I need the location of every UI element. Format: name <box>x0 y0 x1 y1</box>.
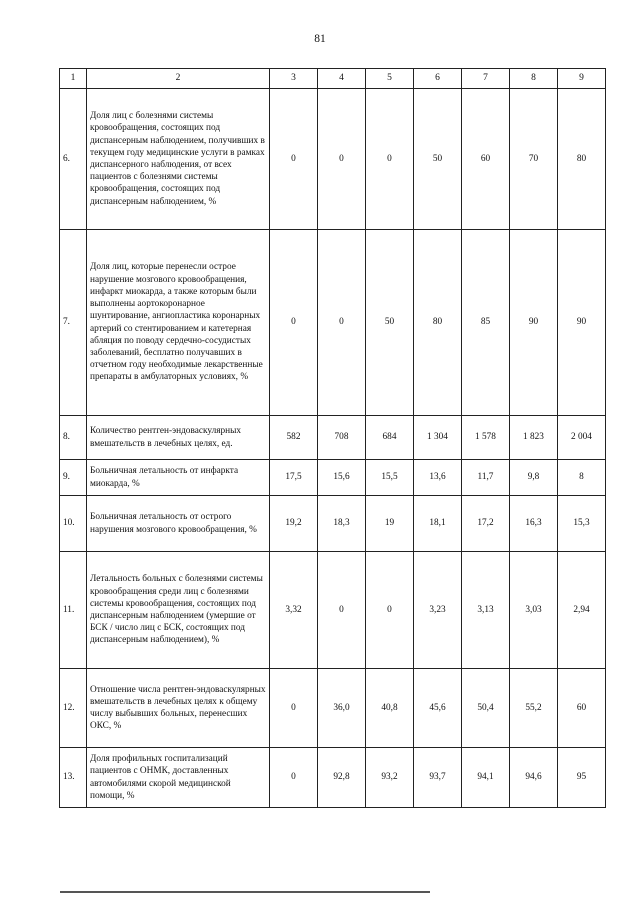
value-cell: 3,32 <box>270 552 318 669</box>
value-cell: 684 <box>366 416 414 460</box>
value-cell: 19 <box>366 496 414 552</box>
value-cell: 0 <box>318 230 366 416</box>
value-cell: 90 <box>510 230 558 416</box>
indicator-description: Доля лиц, которые перенесли острое нарушение мозгового кровообращения, инфаркт миокарда, а также которым были выполнены аортокоронарное шунтирование, ангиопластика коронарных артерий со стентированием и катетерная абляция по поводу сердечно-сосудистых заболеваний, бесплатно получавших в отчетном году необходимые лекарственные препараты в амбулаторных условиях, % <box>87 230 270 416</box>
row-number: 12. <box>60 669 87 748</box>
table-row <box>60 230 606 416</box>
row-number: 6. <box>60 89 87 230</box>
value-cell: 708 <box>318 416 366 460</box>
value-cell: 36,0 <box>318 669 366 748</box>
indicators-table <box>59 68 606 808</box>
indicator-description: Доля профильных госпитализаций пациентов с ОНМК, доставленных автомобилями скорой медицинской помощи, % <box>87 748 270 808</box>
value-cell: 3,13 <box>462 552 510 669</box>
indicator-description: Отношение числа рентген-эндоваскулярных вмешательств в лечебных целях к общему числу выбывших больных, перенесших ОКС, % <box>87 669 270 748</box>
value-cell: 92,8 <box>318 748 366 808</box>
header-row <box>60 69 606 89</box>
value-cell: 80 <box>558 89 606 230</box>
page-number: 81 <box>314 33 326 45</box>
value-cell: 1 304 <box>414 416 462 460</box>
value-cell: 0 <box>318 552 366 669</box>
value-cell: 11,7 <box>462 460 510 496</box>
row-number: 10. <box>60 496 87 552</box>
row-number: 13. <box>60 748 87 808</box>
value-cell: 93,7 <box>414 748 462 808</box>
value-cell: 60 <box>462 89 510 230</box>
value-cell: 94,6 <box>510 748 558 808</box>
value-cell: 93,2 <box>366 748 414 808</box>
header-cell: 8 <box>510 69 558 89</box>
value-cell: 0 <box>366 552 414 669</box>
header-cell: 9 <box>558 69 606 89</box>
value-cell: 2 004 <box>558 416 606 460</box>
indicator-description: Количество рентген-эндоваскулярных вмешательств в лечебных целях, ед. <box>87 416 270 460</box>
value-cell: 2,94 <box>558 552 606 669</box>
value-cell: 90 <box>558 230 606 416</box>
indicator-description: Летальность больных с болезнями системы кровообращения среди лиц с болезнями системы кровообращения, состоящих под диспансерным наблюдением (умершие от БСК / число лиц с БСК, состоящих под диспансерным наблюдением), % <box>87 552 270 669</box>
value-cell: 50,4 <box>462 669 510 748</box>
indicator-description: Больничная летальность от инфаркта миокарда, % <box>87 460 270 496</box>
scan-artifact-line <box>60 891 430 893</box>
value-cell: 1 823 <box>510 416 558 460</box>
value-cell: 55,2 <box>510 669 558 748</box>
header-cell: 5 <box>366 69 414 89</box>
value-cell: 60 <box>558 669 606 748</box>
value-cell: 1 578 <box>462 416 510 460</box>
table-row <box>60 669 606 748</box>
indicator-description: Доля лиц с болезнями системы кровообращения, состоящих под диспансерным наблюдением, получивших в текущем году медицинские услуги в рамках диспансерного наблюдения, от всех пациентов с болезнями системы кровообращения, состоящих под диспансерным наблюдением, % <box>87 89 270 230</box>
header-cell: 6 <box>414 69 462 89</box>
value-cell: 15,5 <box>366 460 414 496</box>
value-cell: 40,8 <box>366 669 414 748</box>
table-row <box>60 552 606 669</box>
row-number: 8. <box>60 416 87 460</box>
header-cell: 7 <box>462 69 510 89</box>
value-cell: 17,5 <box>270 460 318 496</box>
value-cell: 18,1 <box>414 496 462 552</box>
table-row <box>60 496 606 552</box>
header-cell: 4 <box>318 69 366 89</box>
value-cell: 0 <box>318 89 366 230</box>
value-cell: 94,1 <box>462 748 510 808</box>
value-cell: 3,03 <box>510 552 558 669</box>
table-row <box>60 416 606 460</box>
value-cell: 15,3 <box>558 496 606 552</box>
value-cell: 15,6 <box>318 460 366 496</box>
value-cell: 95 <box>558 748 606 808</box>
value-cell: 3,23 <box>414 552 462 669</box>
indicator-description: Больничная летальность от острого нарушения мозгового кровообращения, % <box>87 496 270 552</box>
header-cell: 1 <box>60 69 87 89</box>
row-number: 7. <box>60 230 87 416</box>
value-cell: 80 <box>414 230 462 416</box>
row-number: 11. <box>60 552 87 669</box>
value-cell: 0 <box>270 748 318 808</box>
value-cell: 19,2 <box>270 496 318 552</box>
value-cell: 45,6 <box>414 669 462 748</box>
value-cell: 50 <box>414 89 462 230</box>
table-row <box>60 89 606 230</box>
header-cell: 3 <box>270 69 318 89</box>
value-cell: 50 <box>366 230 414 416</box>
value-cell: 70 <box>510 89 558 230</box>
value-cell: 17,2 <box>462 496 510 552</box>
value-cell: 582 <box>270 416 318 460</box>
value-cell: 8 <box>558 460 606 496</box>
value-cell: 85 <box>462 230 510 416</box>
value-cell: 0 <box>270 669 318 748</box>
value-cell: 9,8 <box>510 460 558 496</box>
value-cell: 0 <box>270 89 318 230</box>
table-row <box>60 460 606 496</box>
value-cell: 0 <box>270 230 318 416</box>
value-cell: 18,3 <box>318 496 366 552</box>
header-cell: 2 <box>87 69 270 89</box>
table-row <box>60 748 606 808</box>
value-cell: 0 <box>366 89 414 230</box>
row-number: 9. <box>60 460 87 496</box>
value-cell: 13,6 <box>414 460 462 496</box>
value-cell: 16,3 <box>510 496 558 552</box>
